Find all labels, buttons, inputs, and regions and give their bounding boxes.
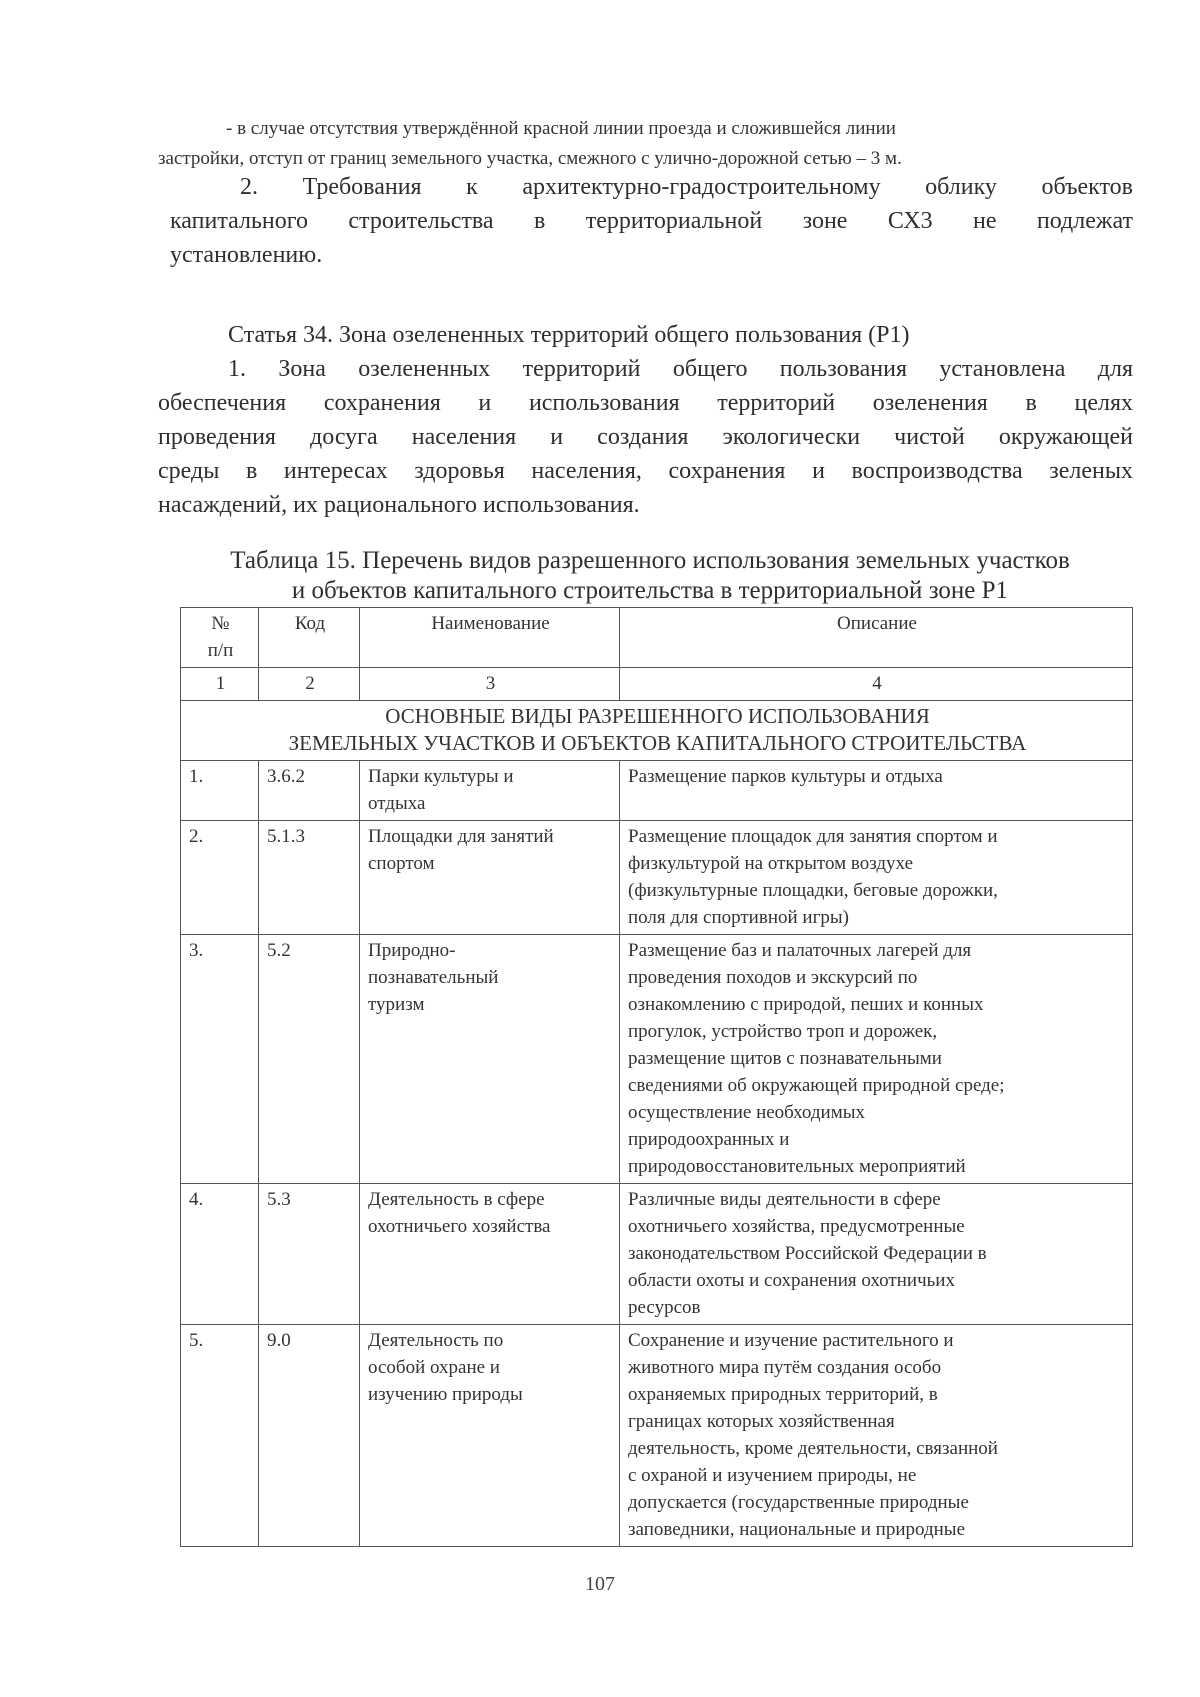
row-description-line: Размещение парков культуры и отдыха [628,766,943,787]
header-code: Код [259,608,360,668]
row-description-line: охраняемых природных территорий, в [628,1384,938,1405]
row-description-line: допускается (государственные природные [628,1492,969,1513]
row-description-line: деятельность, кроме деятельности, связанной [628,1438,998,1459]
row-description-line: Размещение площадок для занятия спортом и [628,826,998,847]
requirements-line-2: капитального строительства в территориальной зоне СХ3 не подлежат [170,208,1133,234]
header-description: Описание [620,608,1133,668]
intro-line-1: - в случае отсутствия утверждённой красной линии проезда и сложившейся линии [226,118,896,139]
row-name-line: Деятельность по [368,1330,504,1351]
row-description [620,1184,1133,1325]
land-use-table [180,607,1133,1547]
page-number: 107 [585,1573,615,1595]
row-num: 4. [181,1184,259,1325]
requirements-line-3: установлению. [170,242,323,268]
row-description-line: поля для спортивной игры) [628,907,849,928]
row-name [360,1325,620,1547]
row-name-line: познавательный [368,967,499,988]
row-num: 3. [181,935,259,1184]
row-code: 5.2 [259,935,360,1184]
table-row [181,761,1133,821]
row-name-line: охотничьего хозяйства [368,1216,551,1237]
row-description-line: Сохранение и изучение растительного и [628,1330,954,1351]
row-name-line: Природно- [368,940,456,961]
table-header-row [181,608,1133,668]
column-number: 3 [360,668,620,701]
row-description-line: природовосстановительных мероприятий [628,1156,966,1177]
article-paragraph-line-3: проведения досуга населения и создания экологически чистой окружающей [158,424,1133,450]
header-num-line-2: п/п [207,640,234,661]
row-name [360,761,620,821]
column-number-row [181,668,1133,701]
table-row [181,1325,1133,1547]
row-description-line: размещение щитов с познавательными [628,1048,942,1069]
row-code: 9.0 [259,1325,360,1547]
row-description-line: природоохранных и [628,1129,790,1150]
section-heading-line-2: ЗЕМЕЛЬНЫХ УЧАСТКОВ И ОБЪЕКТОВ КАПИТАЛЬНОГО СТРОИТЕЛЬСТВА [288,731,1027,755]
row-description-line: (физкультурные площадки, беговые дорожки, [628,880,998,901]
row-num: 5. [181,1325,259,1547]
row-description-line: Размещение баз и палаточных лагерей для [628,940,972,961]
row-description-line: сведениями об окружающей природной среде; [628,1075,1005,1096]
row-description-line: Различные виды деятельности в сфере [628,1189,941,1210]
row-name [360,821,620,935]
row-description-line: ресурсов [628,1297,701,1318]
column-number: 4 [620,668,1133,701]
article-paragraph-line-4: среды в интересах здоровья населения, сохранения и воспроизводства зеленых [158,458,1133,484]
row-name-line: особой охране и [368,1357,500,1378]
row-description [620,761,1133,821]
row-description-line: физкультурой на открытом воздухе [628,853,913,874]
row-name-line: Площадки для занятий [368,826,554,847]
row-description-line: законодательством Российской Федерации в [628,1243,987,1264]
section-heading [181,701,1133,761]
article-paragraph-line-2: обеспечения сохранения и использования территорий озеленения в целях [158,390,1133,416]
row-name-line: Парки культуры и [368,766,514,787]
header-name: Наименование [360,608,620,668]
header-num [181,608,259,668]
intro-line-2: застройки, отступ от границ земельного участка, смежного с улично-дорожной сетью – 3 м. [158,148,902,169]
row-description-line: прогулок, устройство троп и дорожек, [628,1021,938,1042]
section-heading-row [181,701,1133,761]
header-num-line-1: № [211,613,230,634]
row-num: 1. [181,761,259,821]
article-paragraph-line-5: насаждений, их рационального использования. [158,492,640,518]
row-description-line: ознакомлению с природой, пеших и конных [628,994,984,1015]
row-name-line: отдыха [368,793,426,814]
row-name-line: спортом [368,853,435,874]
table-row [181,1184,1133,1325]
row-description-line: границах которых хозяйственная [628,1411,895,1432]
column-number: 1 [181,668,259,701]
row-name [360,935,620,1184]
row-description-line: заповедники, национальные и природные [628,1519,966,1540]
row-description [620,1325,1133,1547]
row-description-line: проведения походов и экскурсий по [628,967,918,988]
article-title: Статья 34. Зона озелененных территорий общего пользования (Р1) [228,322,910,348]
row-code: 3.6.2 [259,761,360,821]
row-name-line: Деятельность в сфере [368,1189,545,1210]
article-paragraph-line-1: 1. Зона озелененных территорий общего пользования установлена для [228,356,1133,382]
row-name [360,1184,620,1325]
table-row [181,821,1133,935]
row-description-line: охотничьего хозяйства, предусмотренные [628,1216,965,1237]
row-num: 2. [181,821,259,935]
row-name-line: туризм [368,994,425,1015]
row-description [620,935,1133,1184]
row-name-line: изучению природы [368,1384,523,1405]
row-code: 5.1.3 [259,821,360,935]
column-number: 2 [259,668,360,701]
table-row [181,935,1133,1184]
row-description-line: животного мира путём создания особо [628,1357,942,1378]
row-description-line: осуществление необходимых [628,1102,865,1123]
row-description-line: с охраной и изучением природы, не [628,1465,917,1486]
requirements-line-1: 2. Требования к архитектурно-градостроительному облику объектов [240,174,1133,200]
row-description [620,821,1133,935]
section-heading-line-1: ОСНОВНЫЕ ВИДЫ РАЗРЕШЕННОГО ИСПОЛЬЗОВАНИЯ [385,704,930,728]
table-caption-line-2: и объектов капитального строительства в территориальной зоне Р1 [291,577,1009,604]
table-caption-line-1: Таблица 15. Перечень видов разрешенного использования земельных участков [230,547,1070,574]
row-code: 5.3 [259,1184,360,1325]
row-description-line: области охоты и сохранения охотничьих [628,1270,955,1291]
